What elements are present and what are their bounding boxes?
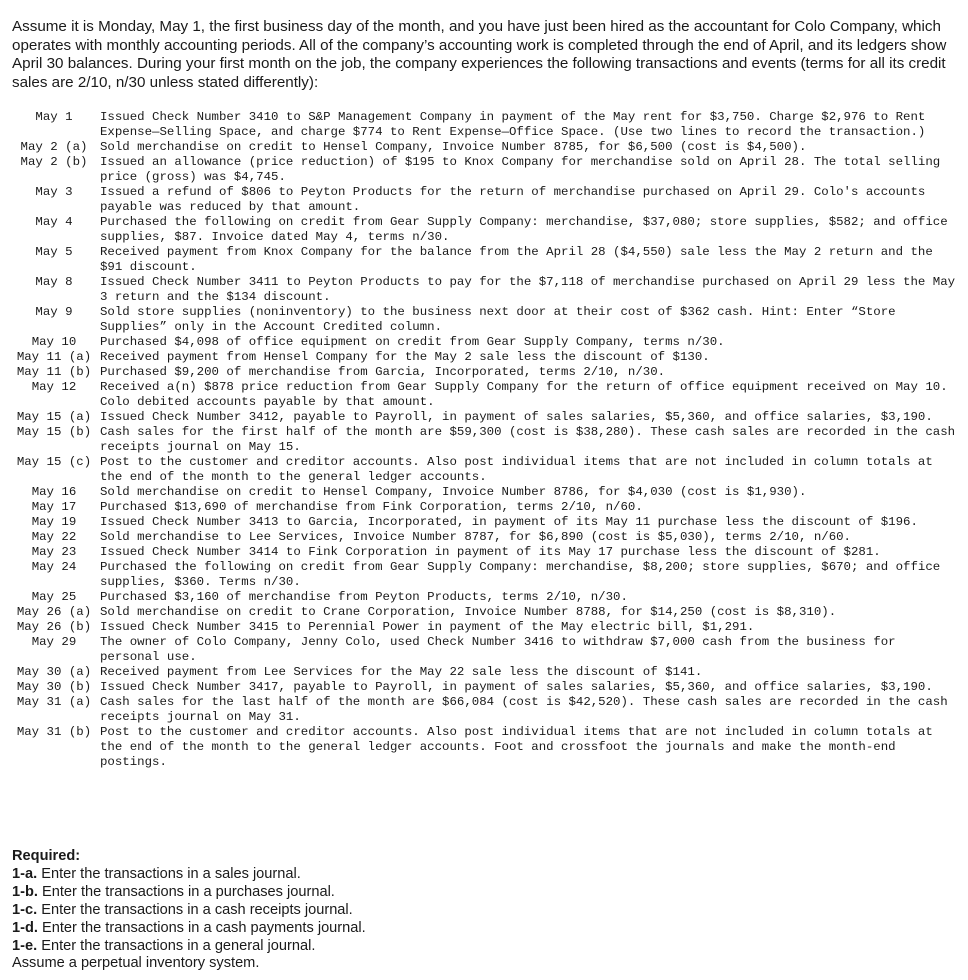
required-item-label: 1-a. bbox=[12, 865, 38, 882]
transaction-description: The owner of Colo Company, Jenny Colo, used Check Number 3416 to withdraw $7,000 cash from the business for personal use. bbox=[100, 635, 896, 664]
required-item-label: 1-b. bbox=[12, 883, 38, 900]
transaction-row bbox=[12, 530, 956, 545]
transaction-row bbox=[12, 185, 956, 215]
transaction-row bbox=[12, 515, 956, 530]
transaction-date: May 31 (b) bbox=[16, 725, 92, 739]
transaction-date: May 26 (b) bbox=[16, 620, 92, 634]
transaction-date: May 10 bbox=[31, 335, 77, 349]
transaction-description: Issued Check Number 3412, payable to Payroll, in payment of sales salaries, $5,360, and office salaries, $3,190. bbox=[100, 410, 933, 424]
transaction-date: May 15 (c) bbox=[16, 455, 92, 469]
transaction-row bbox=[12, 365, 956, 380]
transaction-description: Issued Check Number 3415 to Perennial Power in payment of the May electric bill, $1,291. bbox=[100, 620, 755, 634]
transaction-description: Issued Check Number 3410 to S&P Management Company in payment of the May rent for $3,750. Charge $2,976 to Rent Expense—Selling Space, and charge $774 to Rent Expense—Office Space. (Use two lines to record the transaction.) bbox=[100, 110, 926, 139]
transaction-date: May 25 bbox=[31, 590, 77, 604]
required-item-text: Enter the transactions in a sales journal. bbox=[41, 865, 301, 882]
transaction-date: May 4 bbox=[35, 215, 73, 229]
transaction-description: Purchased $3,160 of merchandise from Peyton Products, terms 2/10, n/30. bbox=[100, 590, 628, 604]
required-item-label: 1-c. bbox=[12, 901, 38, 918]
transaction-description: Issued Check Number 3417, payable to Payroll, in payment of sales salaries, $5,360, and office salaries, $3,190. bbox=[100, 680, 933, 694]
transaction-row bbox=[12, 695, 956, 725]
transaction-description: Received payment from Knox Company for the balance from the April 28 ($4,550) sale less the May 2 return and the $91 discount. bbox=[100, 245, 933, 274]
transaction-date: May 17 bbox=[31, 500, 77, 514]
transaction-description: Purchased $9,200 of merchandise from Garcia, Incorporated, terms 2/10, n/30. bbox=[100, 365, 666, 379]
transaction-row bbox=[12, 605, 956, 620]
transaction-description: Received payment from Lee Services for the May 22 sale less the discount of $141. bbox=[100, 665, 703, 679]
transaction-row bbox=[12, 680, 956, 695]
transaction-row bbox=[12, 545, 956, 560]
transaction-description: Issued Check Number 3414 to Fink Corporation in payment of its May 17 purchase less the discount of $281. bbox=[100, 545, 881, 559]
transaction-description: Received a(n) $878 price reduction from Gear Supply Company for the return of office equipment received on May 10. Colo debited accounts payable by that amount. bbox=[100, 380, 948, 409]
transaction-row bbox=[12, 110, 956, 140]
transaction-row bbox=[12, 620, 956, 635]
transaction-row bbox=[12, 560, 956, 590]
transaction-description: Issued Check Number 3413 to Garcia, Incorporated, in payment of its May 11 purchase less the discount of $196. bbox=[100, 515, 918, 529]
transaction-description: Sold merchandise on credit to Crane Corporation, Invoice Number 8788, for $14,250 (cost is $8,310). bbox=[100, 605, 837, 619]
transaction-row bbox=[12, 590, 956, 605]
transaction-date: May 2 (a) bbox=[20, 140, 88, 154]
transaction-date: May 11 (a) bbox=[16, 350, 92, 364]
transaction-description: Issued Check Number 3411 to Peyton Products to pay for the $7,118 of merchandise purchased on April 29 less the May 3 return and the $134 discount. bbox=[100, 275, 956, 304]
transaction-row bbox=[12, 140, 956, 155]
transaction-row bbox=[12, 305, 956, 335]
transaction-description: Issued an allowance (price reduction) of $195 to Knox Company for merchandise sold on April 28. The total selling price (gross) was $4,745. bbox=[100, 155, 941, 184]
transaction-description: Sold merchandise on credit to Hensel Company, Invoice Number 8786, for $4,030 (cost is $1,930). bbox=[100, 485, 807, 499]
required-item-label: 1-e. bbox=[12, 937, 38, 954]
problem-intro: Assume it is Monday, May 1, the first business day of the month, and you have just been hired as the accountant for Colo Company, which operates with monthly accounting periods. All of the company’s accounting work is completed through the end of April, and its ledgers show April 30 balances. During your first month on the job, the company experiences the following transactions and events (terms for all its credit sales are 2/10, n/30 unless stated differently): bbox=[12, 18, 947, 91]
transaction-row bbox=[12, 725, 956, 770]
transaction-row bbox=[12, 245, 956, 275]
transaction-date: May 23 bbox=[31, 545, 77, 559]
required-item-1d bbox=[12, 920, 952, 938]
transaction-description: Post to the customer and creditor accounts. Also post individual items that are not included in column totals at the end of the month to the general ledger accounts. bbox=[100, 455, 933, 484]
transaction-description: Sold store supplies (noninventory) to the business next door at their cost of $362 cash. Hint: Enter “Store Supplies” only in the Account Credited column. bbox=[100, 305, 896, 334]
transaction-date: May 19 bbox=[31, 515, 77, 529]
transaction-description: Purchased $4,098 of office equipment on credit from Gear Supply Company, terms n/30. bbox=[100, 335, 725, 349]
transaction-description: Sold merchandise to Lee Services, Invoice Number 8787, for $6,890 (cost is $5,030), terms 2/10, n/60. bbox=[100, 530, 851, 544]
transaction-date: May 26 (a) bbox=[16, 605, 92, 619]
transaction-date: May 11 (b) bbox=[16, 365, 92, 379]
transaction-description: Purchased $13,690 of merchandise from Fink Corporation, terms 2/10, n/60. bbox=[100, 500, 643, 514]
transaction-row bbox=[12, 410, 956, 425]
transaction-date: May 31 (a) bbox=[16, 695, 92, 709]
required-item-1a bbox=[12, 866, 952, 884]
transaction-row bbox=[12, 350, 956, 365]
required-item-1e bbox=[12, 938, 952, 956]
transaction-description: Purchased the following on credit from Gear Supply Company: merchandise, $37,080; store supplies, $582; and office supplies, $87. Invoice dated May 4, terms n/30. bbox=[100, 215, 948, 244]
transaction-date: May 22 bbox=[31, 530, 77, 544]
transaction-description: Sold merchandise on credit to Hensel Company, Invoice Number 8785, for $6,500 (cost is $4,500). bbox=[100, 140, 807, 154]
transaction-description: Post to the customer and creditor accounts. Also post individual items that are not included in column totals at the end of the month to the general ledger accounts. Foot and crossfoot the journals and make the month-end postings. bbox=[100, 725, 933, 769]
transaction-row bbox=[12, 665, 956, 680]
transaction-row bbox=[12, 155, 956, 185]
required-section bbox=[12, 848, 952, 973]
transaction-description: Cash sales for the first half of the month are $59,300 (cost is $38,280). These cash sales are recorded in the cash receipts journal on May 15. bbox=[100, 425, 956, 454]
transaction-date: May 8 bbox=[35, 275, 73, 289]
transaction-description: Issued a refund of $806 to Peyton Products for the return of merchandise purchased on April 29. Colo's accounts payable was reduced by that amount. bbox=[100, 185, 926, 214]
required-item-text: Enter the transactions in a purchases journal. bbox=[42, 883, 335, 900]
transaction-date: May 1 bbox=[35, 110, 73, 124]
transaction-date: May 12 bbox=[31, 380, 77, 394]
required-heading: Required: bbox=[12, 848, 81, 864]
transaction-row bbox=[12, 380, 956, 410]
transaction-row bbox=[12, 335, 956, 350]
transaction-date: May 15 (a) bbox=[16, 410, 92, 424]
required-item-text: Enter the transactions in a cash payments journal. bbox=[42, 919, 366, 936]
transaction-row bbox=[12, 215, 956, 245]
transaction-date: May 29 bbox=[31, 635, 77, 649]
required-item-label: 1-d. bbox=[12, 919, 38, 936]
transaction-row bbox=[12, 635, 956, 665]
transaction-description: Cash sales for the last half of the month are $66,084 (cost is $42,520). These cash sales are recorded in the cash receipts journal on May 31. bbox=[100, 695, 948, 724]
transaction-date: May 9 bbox=[35, 305, 73, 319]
transaction-row bbox=[12, 425, 956, 455]
required-item-1c bbox=[12, 902, 952, 920]
transaction-date: May 16 bbox=[31, 485, 77, 499]
transaction-row bbox=[12, 485, 956, 500]
transaction-date: May 30 (a) bbox=[16, 665, 92, 679]
transaction-description: Purchased the following on credit from Gear Supply Company: merchandise, $8,200; store supplies, $670; and office supplies, $360. Terms n/30. bbox=[100, 560, 941, 589]
transaction-row bbox=[12, 275, 956, 305]
transaction-date: May 5 bbox=[35, 245, 73, 259]
transactions-table bbox=[12, 110, 956, 770]
transaction-row bbox=[12, 500, 956, 515]
required-item-text: Enter the transactions in a cash receipts journal. bbox=[41, 901, 353, 918]
assumption-note: Assume a perpetual inventory system. bbox=[12, 955, 260, 972]
required-item-text: Enter the transactions in a general journal. bbox=[41, 937, 316, 954]
transaction-row bbox=[12, 455, 956, 485]
transaction-date: May 15 (b) bbox=[16, 425, 92, 439]
transaction-description: Received payment from Hensel Company for the May 2 sale less the discount of $130. bbox=[100, 350, 710, 364]
transaction-date: May 3 bbox=[35, 185, 73, 199]
transaction-date: May 24 bbox=[31, 560, 77, 574]
transaction-date: May 2 (b) bbox=[20, 155, 88, 169]
transaction-date: May 30 (b) bbox=[16, 680, 92, 694]
required-item-1b bbox=[12, 884, 952, 902]
